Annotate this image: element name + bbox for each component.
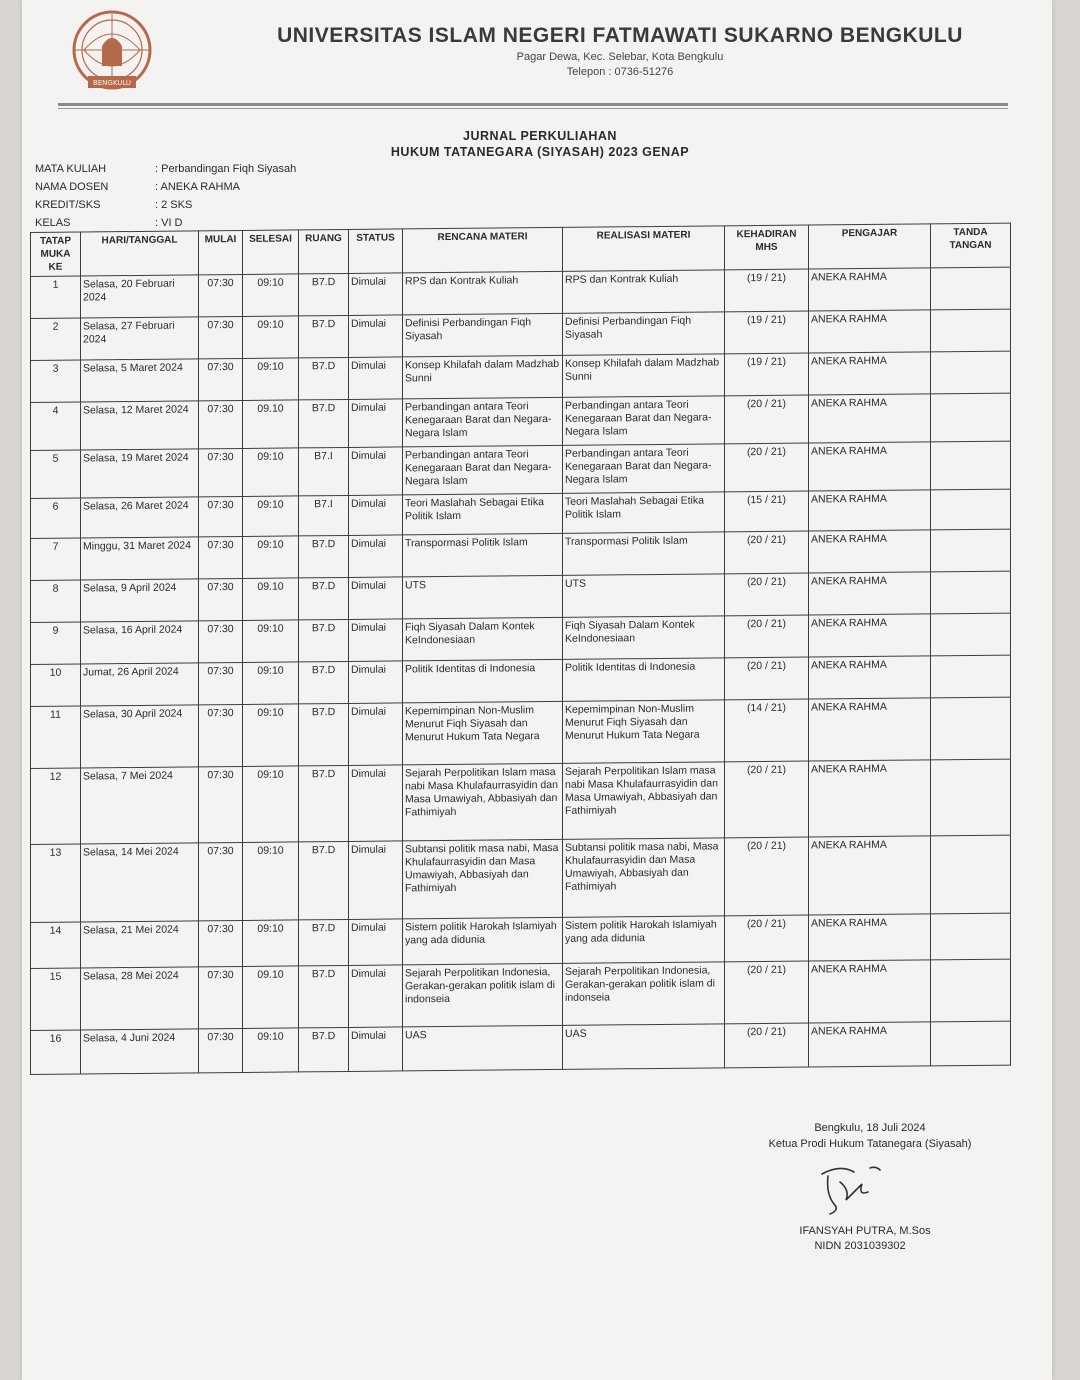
meta-label: KELAS: [35, 217, 71, 229]
table-cell: Selasa, 26 Maret 2024: [81, 497, 199, 538]
table-cell: Politik Identitas di Indonesia: [403, 659, 563, 703]
table-cell: [931, 571, 1011, 614]
table-cell: 14: [31, 922, 81, 968]
table-cell: Politik Identitas di Indonesia: [563, 658, 725, 702]
table-cell: 7: [31, 538, 81, 580]
table-cell: Selasa, 14 Mei 2024: [81, 843, 199, 922]
column-header: KEHADIRAN MHS: [725, 225, 809, 270]
table-cell: 5: [31, 450, 81, 498]
table-row: [31, 1021, 1011, 1074]
table-cell: [931, 267, 1011, 310]
table-cell: ANEKA RAHMA: [809, 760, 931, 837]
table-row: [31, 835, 1011, 922]
table-cell: 07:30: [199, 766, 243, 842]
table-cell: B7.D: [299, 619, 349, 661]
table-cell: 09:10: [243, 536, 299, 579]
journal-table: [30, 223, 1011, 1075]
table-cell: Sejarah Perpolitikan Indonesia, Gerakan-gerakan politik islam di indonseia: [563, 962, 725, 1026]
meta-value: : VI D: [155, 217, 183, 229]
table-cell: UAS: [403, 1025, 563, 1071]
table-cell: Selasa, 16 April 2024: [81, 621, 199, 664]
table-cell: [931, 1021, 1011, 1066]
table-cell: Sejarah Perpolitikan Indonesia, Gerakan-gerakan politik islam di indonseia: [403, 963, 563, 1027]
table-cell: Dimulai: [349, 619, 403, 662]
signer-name: IFANSYAH PUTRA, M.Sos: [799, 1225, 931, 1237]
table-body: [31, 267, 1011, 1074]
table-cell: 09.10: [243, 400, 299, 449]
table-cell: 12: [31, 768, 81, 844]
table-cell: 09:10: [243, 766, 299, 843]
table-cell: Definisi Perbandingan Fiqh Siyasah: [403, 313, 563, 357]
table-cell: Dimulai: [349, 315, 403, 358]
table-cell: ANEKA RAHMA: [809, 836, 931, 915]
table-cell: ANEKA RAHMA: [809, 268, 931, 311]
table-cell: (20 / 21): [725, 915, 809, 962]
table-cell: (20 / 21): [725, 395, 809, 444]
signer-nidn: NIDN 2031039302: [814, 1240, 906, 1252]
column-header: TANDA TANGAN: [931, 223, 1011, 268]
signature: [810, 1160, 890, 1220]
table-cell: Konsep Khilafah dalam Madzhab Sunni: [403, 355, 563, 399]
table-cell: Transpormasi Politik Islam: [563, 532, 725, 576]
table-cell: B7.D: [299, 765, 349, 841]
table-cell: 9: [31, 622, 81, 664]
table-cell: ANEKA RAHMA: [809, 394, 931, 443]
table-cell: 09:10: [243, 448, 299, 497]
table-cell: Perbandingan antara Teori Kenegaraan Barat dan Negara-Negara Islam: [403, 445, 563, 495]
meta-label: KREDIT/SKS: [35, 199, 101, 211]
signer-role: Ketua Prodi Hukum Tatanegara (Siyasah): [768, 1138, 972, 1150]
table-cell: Sistem politik Harokah Islamiyah yang ada didunia: [563, 916, 725, 964]
table-cell: ANEKA RAHMA: [809, 656, 931, 699]
table-cell: B7.D: [299, 315, 349, 357]
table-cell: B7.D: [299, 1027, 349, 1071]
table-cell: B7.D: [299, 703, 349, 765]
table-cell: Selasa, 12 Maret 2024: [81, 401, 199, 450]
table-cell: 09.10: [243, 966, 299, 1029]
table-cell: 09:10: [243, 358, 299, 401]
table-cell: Dimulai: [349, 1027, 403, 1072]
table-cell: 13: [31, 844, 81, 922]
table-cell: Fiqh Siyasah Dalam Kontek KeIndonesiaan: [403, 617, 563, 661]
table-cell: Dimulai: [349, 495, 403, 536]
table-cell: 2: [31, 318, 81, 360]
table-cell: 09:10: [243, 274, 299, 317]
meta-value: : Perbandingan Fiqh Siyasah: [155, 163, 297, 175]
table-cell: B7.D: [299, 965, 349, 1027]
table-cell: Dimulai: [349, 765, 403, 842]
table-cell: Dimulai: [349, 965, 403, 1028]
table-cell: [931, 393, 1011, 442]
table-cell: 07:30: [199, 920, 243, 966]
table-cell: 07:30: [199, 448, 243, 496]
column-header: MULAI: [199, 230, 243, 274]
university-address: Pagar Dewa, Kec. Selebar, Kota Bengkulu: [516, 51, 724, 63]
table-cell: B7.D: [299, 919, 349, 965]
table-cell: Selasa, 30 April 2024: [81, 705, 199, 768]
table-cell: 10: [31, 664, 81, 706]
table-cell: Perbandingan antara Teori Kenegaraan Barat dan Negara-Negara Islam: [403, 397, 563, 447]
table-cell: B7.I: [299, 495, 349, 535]
meta-label: NAMA DOSEN: [35, 181, 109, 193]
table-cell: (15 / 21): [725, 491, 809, 532]
table-cell: B7.I: [299, 447, 349, 495]
table-cell: 07:30: [199, 842, 243, 920]
title-line-2: HUKUM TATANEGARA (SIYASAH) 2023 GENAP: [390, 145, 690, 159]
table-row: [31, 697, 1011, 768]
table-cell: (20 / 21): [725, 761, 809, 838]
signing-place-date: Bengkulu, 18 Juli 2024: [814, 1122, 926, 1134]
table-cell: Dimulai: [349, 919, 403, 966]
table-cell: 07:30: [199, 274, 243, 316]
table-cell: 09.10: [243, 578, 299, 621]
table-cell: Sistem politik Harokah Islamiyah yang ada didunia: [403, 917, 563, 965]
table-cell: 07:30: [199, 316, 243, 358]
table-cell: [931, 309, 1011, 352]
table-cell: [931, 489, 1011, 530]
table-cell: (20 / 21): [725, 443, 809, 492]
table-cell: Selasa, 7 Mei 2024: [81, 767, 199, 844]
table-cell: ANEKA RAHMA: [809, 530, 931, 573]
table-cell: Sejarah Perpolitikan Islam masa nabi Masa Khulafaurrasyidin dan Masa Umawiyah, Abbasiyah dan Fathimiyah: [563, 762, 725, 840]
table-cell: Dimulai: [349, 357, 403, 400]
header-rule-thick: [58, 103, 1008, 106]
column-header: SELESAI: [243, 230, 299, 275]
meta-row: [35, 178, 535, 196]
table-cell: [931, 913, 1011, 960]
meta-row: [35, 196, 535, 214]
university-name: UNIVERSITAS ISLAM NEGERI FATMAWATI SUKARNO BENGKULU: [277, 24, 963, 47]
table-cell: Dimulai: [349, 535, 403, 578]
table-cell: UTS: [403, 575, 563, 619]
table-cell: B7.D: [299, 841, 349, 919]
table-cell: (20 / 21): [725, 573, 809, 616]
table-row: [31, 959, 1011, 1030]
table-cell: [931, 529, 1011, 572]
table-cell: 07:30: [199, 704, 243, 766]
table-cell: ANEKA RAHMA: [809, 572, 931, 615]
table-cell: [931, 759, 1011, 836]
table-cell: (19 / 21): [725, 353, 809, 396]
table-cell: (19 / 21): [725, 269, 809, 312]
table-cell: Jumat, 26 April 2024: [81, 663, 199, 706]
table-cell: (20 / 21): [725, 837, 809, 916]
table-cell: ANEKA RAHMA: [809, 442, 931, 491]
course-info: [35, 160, 535, 232]
table-cell: UTS: [563, 574, 725, 618]
table-cell: 09:10: [243, 920, 299, 967]
meta-value: : ANEKA RAHMA: [155, 181, 240, 193]
table-cell: (14 / 21): [725, 699, 809, 762]
table-cell: Subtansi politik masa nabi, Masa Khulafaurrasyidin dan Masa Umawiyah, Abbasiyah dan Fathimiyah: [403, 839, 563, 919]
table-cell: 07:30: [199, 578, 243, 620]
table-cell: 1: [31, 276, 81, 318]
table-cell: [931, 351, 1011, 394]
table-cell: Dimulai: [349, 703, 403, 766]
table-cell: RPS dan Kontrak Kuliah: [563, 270, 725, 314]
table-cell: [931, 655, 1011, 698]
table-cell: Fiqh Siyasah Dalam Kontek KeIndonesiaan: [563, 616, 725, 660]
table-cell: [931, 697, 1011, 760]
university-logo: [62, 8, 162, 98]
table-cell: 07:30: [199, 620, 243, 662]
header-rule-thin: [58, 108, 1008, 109]
table-cell: ANEKA RAHMA: [809, 490, 931, 531]
table-cell: 6: [31, 498, 81, 538]
table-cell: (20 / 21): [725, 1023, 809, 1068]
table-cell: 09:10: [243, 496, 299, 537]
svg-text:BENGKULU: BENGKULU: [92, 79, 132, 87]
table-cell: Minggu, 31 Maret 2024: [81, 537, 199, 580]
table-cell: 16: [31, 1030, 81, 1074]
table-cell: Selasa, 5 Maret 2024: [81, 359, 199, 402]
table-cell: 07:30: [199, 536, 243, 578]
table-cell: (20 / 21): [725, 615, 809, 658]
table-cell: 09:10: [243, 704, 299, 767]
column-header: PENGAJAR: [809, 224, 931, 269]
table-cell: 07:30: [199, 662, 243, 704]
table-cell: Selasa, 21 Mei 2024: [81, 921, 199, 968]
table-cell: Transpormasi Politik Islam: [403, 533, 563, 577]
table-cell: ANEKA RAHMA: [809, 960, 931, 1023]
table-cell: 07:30: [199, 400, 243, 448]
table-cell: 09:10: [243, 662, 299, 705]
meta-value: : 2 SKS: [155, 199, 193, 211]
table-cell: B7.D: [299, 399, 349, 447]
table-cell: ANEKA RAHMA: [809, 614, 931, 657]
table-cell: [931, 441, 1011, 490]
table-cell: 15: [31, 968, 81, 1030]
table-cell: 07:30: [199, 496, 243, 536]
table-cell: (20 / 21): [725, 961, 809, 1024]
table-cell: Selasa, 28 Mei 2024: [81, 967, 199, 1030]
table-cell: B7.D: [299, 535, 349, 577]
table-cell: [931, 613, 1011, 656]
table-cell: Dimulai: [349, 841, 403, 920]
column-header: TATAP MUKA KE: [31, 232, 81, 276]
table-cell: ANEKA RAHMA: [809, 352, 931, 395]
table-cell: Definisi Perbandingan Fiqh Siyasah: [563, 312, 725, 356]
university-phone: Telepon : 0736-51276: [566, 66, 674, 78]
table-cell: Selasa, 20 Februari 2024: [81, 275, 199, 318]
table-cell: Teori Maslahah Sebagai Etika Politik Islam: [403, 493, 563, 535]
title-line-1: JURNAL PERKULIAHAN: [463, 129, 617, 143]
table-cell: ANEKA RAHMA: [809, 698, 931, 761]
table-cell: Selasa, 4 Juni 2024: [81, 1029, 199, 1074]
table-cell: ANEKA RAHMA: [809, 1022, 931, 1067]
table-row: [31, 759, 1011, 844]
table-cell: B7.D: [299, 357, 349, 399]
table-cell: Perbandingan antara Teori Kenegaraan Barat dan Negara-Negara Islam: [563, 396, 725, 446]
table-cell: Subtansi politik masa nabi, Masa Khulafaurrasyidin dan Masa Umawiyah, Abbasiyah dan Fathimiyah: [563, 838, 725, 918]
table-cell: Dimulai: [349, 447, 403, 496]
table-cell: UAS: [563, 1024, 725, 1070]
table-cell: 09:10: [243, 316, 299, 359]
table-cell: Selasa, 27 Februari 2024: [81, 317, 199, 360]
meta-label: MATA KULIAH: [35, 163, 107, 175]
table-cell: 07:30: [199, 966, 243, 1028]
table-cell: RPS dan Kontrak Kuliah: [403, 271, 563, 315]
table-cell: B7.D: [299, 577, 349, 619]
table-cell: 4: [31, 402, 81, 450]
table-cell: (19 / 21): [725, 311, 809, 354]
table-cell: ANEKA RAHMA: [809, 310, 931, 353]
table-cell: Konsep Khilafah dalam Madzhab Sunni: [563, 354, 725, 398]
table-cell: 07:30: [199, 1028, 243, 1072]
table-cell: Dimulai: [349, 661, 403, 704]
table-cell: [931, 959, 1011, 1022]
table-cell: 11: [31, 706, 81, 768]
table-cell: Dimulai: [349, 273, 403, 316]
table-cell: 07:30: [199, 358, 243, 400]
column-header: REALISASI MATERI: [563, 226, 725, 272]
table-cell: 8: [31, 580, 81, 622]
table-cell: 09:10: [243, 1028, 299, 1073]
table-cell: (20 / 21): [725, 531, 809, 574]
table-cell: 09:10: [243, 620, 299, 663]
table-cell: [931, 835, 1011, 914]
column-header: RENCANA MATERI: [403, 227, 563, 273]
table-cell: Kepemimpinan Non-Muslim Menurut Fiqh Siyasah dan Menurut Hukum Tata Negara: [403, 701, 563, 765]
meta-row: [35, 160, 535, 178]
table-cell: Selasa, 9 April 2024: [81, 579, 199, 622]
column-header: RUANG: [299, 229, 349, 273]
table-cell: Perbandingan antara Teori Kenegaraan Barat dan Negara-Negara Islam: [563, 444, 725, 494]
table-cell: ANEKA RAHMA: [809, 914, 931, 961]
table-cell: (20 / 21): [725, 657, 809, 700]
table-cell: Dimulai: [349, 399, 403, 448]
table-cell: 09:10: [243, 842, 299, 921]
table-cell: B7.D: [299, 273, 349, 315]
table-cell: Teori Maslahah Sebagai Etika Politik Islam: [563, 492, 725, 534]
table-cell: 3: [31, 360, 81, 402]
table-cell: Dimulai: [349, 577, 403, 620]
document-title: [270, 128, 810, 160]
table-cell: Kepemimpinan Non-Muslim Menurut Fiqh Siyasah dan Menurut Hukum Tata Negara: [563, 700, 725, 764]
column-header: HARI/TANGGAL: [81, 231, 199, 276]
table-cell: Sejarah Perpolitikan Islam masa nabi Masa Khulafaurrasyidin dan Masa Umawiyah, Abbasiyah dan Fathimiyah: [403, 763, 563, 841]
table-cell: Selasa, 19 Maret 2024: [81, 449, 199, 498]
column-header: STATUS: [349, 229, 403, 274]
table-cell: B7.D: [299, 661, 349, 703]
